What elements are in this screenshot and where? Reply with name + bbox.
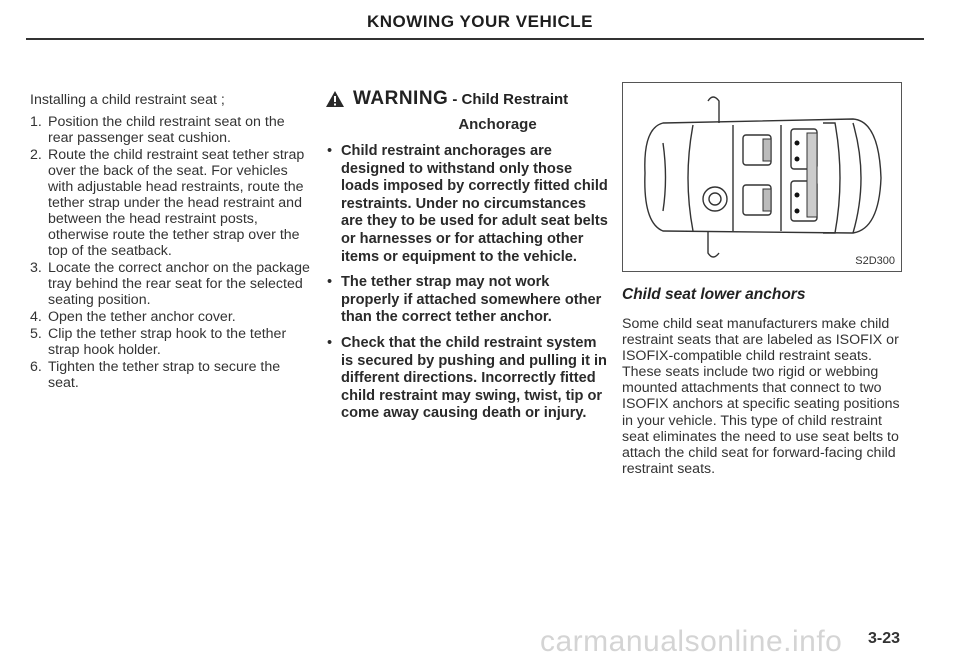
step-text: Position the child restraint seat on the rear passenger seat cushion. [48, 114, 285, 146]
lower-anchors-section [622, 286, 907, 477]
warning-section [325, 88, 610, 431]
vehicle-diagram [622, 82, 902, 272]
warning-triangle-icon [325, 90, 345, 108]
warning-item [325, 335, 610, 423]
install-step [30, 309, 310, 325]
warning-word: WARNING [353, 88, 449, 109]
step-number: 5. [30, 326, 42, 342]
page-header: KNOWING YOUR VEHICLE [367, 12, 593, 31]
install-step [30, 260, 310, 308]
bullet: • [327, 274, 333, 291]
install-section [30, 92, 310, 392]
install-step [30, 147, 310, 259]
warning-heading [325, 88, 610, 110]
step-number: 2. [30, 147, 42, 163]
install-intro: Installing a child restraint seat ; [30, 92, 225, 108]
warning-item-text: The tether strap may not work properly if attached somewhere other than the correct tether anchor. [341, 274, 602, 326]
warning-item [325, 143, 610, 266]
step-number: 4. [30, 309, 42, 325]
bullet: • [327, 143, 333, 159]
step-text: Route the child restraint seat tether strap over the back of the seat. For vehicles with adjustable head restraints, route the tether strap under the head restraint and between the head restraint posts, otherwise route the tether strap over the top of the seatback. [48, 147, 305, 259]
watermark: carmanualsonline.info [540, 625, 843, 658]
step-number: 3. [30, 260, 42, 276]
lower-anchors-body: Some child seat manufacturers make child restraint seats that are labeled as ISOFIX or ISOFIX-compatible child restraint seats. These seats include two rigid or webbing mounted attachments that connect to two ISOFIX anchors at specific seating positions in your vehicle. This type of child restraint seat eliminates the need to use seat belts to attach the child seat for forward-facing child restraint seats. [622, 316, 900, 477]
page-number: 3-23 [868, 630, 901, 647]
install-step [30, 359, 310, 391]
lower-anchors-title: Child seat lower anchors [622, 286, 806, 303]
warning-item-text: Check that the child restraint system is secured by pushing and pulling it in different directions. Incorrectly fitted child restraint may swing, twist, tip or come away causing death or injury. [341, 334, 607, 422]
warning-item [325, 274, 610, 327]
step-number: 1. [30, 114, 42, 130]
step-text: Clip the tether strap hook to the tether strap hook holder. [48, 326, 287, 358]
warning-item-text: Child restraint anchorages are designed to withstand only those loads imposed by correctly fitted child restraints. Under no circumstances are they to be used for adult seat belts or harnesses or for attaching other items or equipment to the vehicle. [341, 143, 608, 265]
header-rule [26, 38, 924, 40]
figure-code: S2D300 [855, 255, 895, 267]
install-step [30, 114, 310, 146]
warning-subtitle: - Child Restraint [452, 90, 569, 108]
vehicle-top-view-illustration [623, 83, 901, 271]
step-number: 6. [30, 359, 42, 375]
step-text: Tighten the tether strap to secure the seat. [48, 359, 281, 391]
install-steps [30, 114, 310, 391]
bullet: • [327, 334, 333, 351]
step-text: Open the tether anchor cover. [48, 309, 236, 325]
install-step [30, 326, 310, 358]
warning-subtitle-2: Anchorage [458, 116, 537, 133]
step-text: Locate the correct anchor on the package tray behind the rear seat for the selected seating position. [48, 260, 310, 308]
warning-list [325, 143, 610, 423]
